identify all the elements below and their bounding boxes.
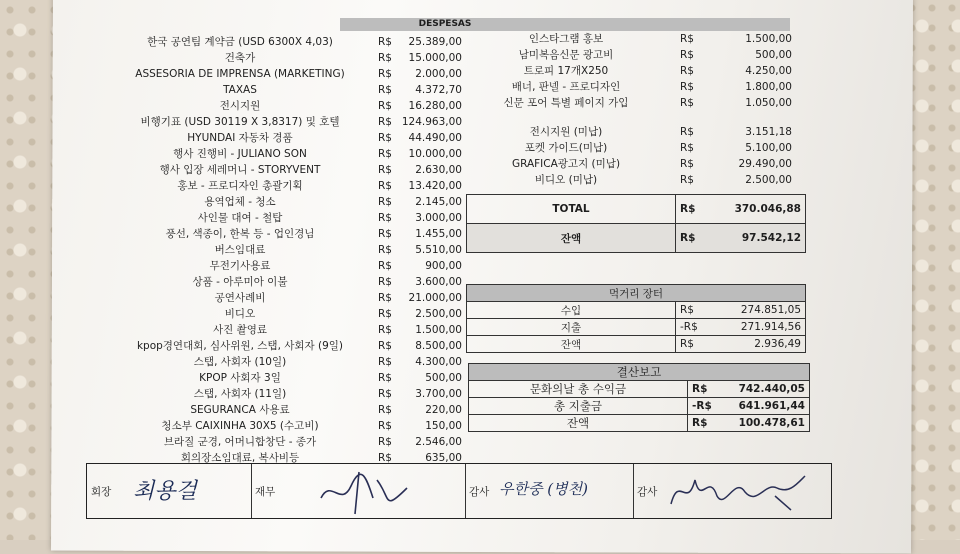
auditor1-label: 감사	[469, 486, 490, 498]
table-row: 잔액 R$ 100.478,61	[469, 415, 810, 432]
settlement-title: 결산보고	[469, 364, 810, 381]
finance-signature	[311, 468, 421, 516]
balance-amount: 97.542,12	[714, 224, 806, 253]
balance-label: 잔액	[467, 224, 676, 253]
sign-cell-finance	[251, 464, 466, 518]
signature-box	[86, 463, 832, 519]
balance-currency: R$	[676, 224, 715, 253]
total-label: TOTAL	[467, 195, 676, 224]
table-row: 지출 -R$ 271.914,56	[467, 319, 806, 336]
settlement-table	[468, 363, 810, 432]
despesas-header: DESPESAS	[340, 18, 790, 31]
total-box	[466, 194, 806, 253]
auditor2-signature	[665, 466, 815, 516]
finance-label: 재무	[255, 486, 276, 498]
auditor2-label: 감사	[637, 486, 658, 498]
sign-cell-auditor2	[633, 464, 829, 518]
table-row: 잔액 R$ 2.936,49	[467, 336, 806, 353]
total-amount: 370.046,88	[714, 195, 806, 224]
food-market-table	[466, 284, 806, 353]
president-signature: 최용걸	[133, 479, 197, 504]
table-row: 수입 R$ 274.851,05	[467, 302, 806, 319]
sign-cell-president	[87, 464, 252, 518]
total-currency: R$	[676, 195, 715, 224]
expense-report-document: DESPESAS 한국 공연팀 계약금 (USD 6300X 4,03) R$ 25.389,00 건축가 R$ 15.000,00 ASSESORIA DE IMPRENSA (MARKETING) R$ 2.000,00 TAXAS R$ 4.372,70 전시지원 R$ 16.280,00 비행기표 (USD 30119 X 3,8317) 및 호텔 R$ 124.963,00 HYUNDAI 자동차 경품 R$ 44.490,00 행사 진행비 - JULIANO SON R$ 10.000,00 행사 입장 세레머니 - STORYVENT R$ 2.630,00 홍보 - 프로디자인 총괄기획 R$ 13.420,00 용역업체 - 청소 R$ 2.145,00 사인물 대여 - 철탑 R$ 3.000,00 풍선, 색종이, 한복 등 - 업인경님 R$ 1.455,00 버스임대료 R$ 5.510,00 무전기사용료 R$ 900,00 상품 - 아루미아 이불 R$ 3.600,00 공연사례비 R$ 21.000,00 비디오 R$ 2.500,00 사진 촬영료 R$ 1.500,00 kpop경연대회, 심사위원, 스탭, 사회자 (9일) R$ 8.500,00 스탭, 사회자 (10일) R$ 4.300,00 KPOP 사회자 3일 R$ 500,00 스탭, 사회자 (11일) R$ 3.700,00 SEGURANCA 사용료 R$ 220,00 청소부 CAIXINHA 30X5 (수고비) R$ 150,00 브라질 군경, 어머니합창단 - 종가 R$ 2.546,00 회의장소임대료, 복사비등 R$ 635,00 인스타그램 홍보 R$ 1.500,00 남미복음신문 광고비 R$ 500,00 트로피 17개X250 R$ 4.250,00 배너, 판넬 - 프로디자인 R$ 1.800,00 신문 포어 특별 페이지 가입 R$ 1.050,00 전시지원 (미납) R$ 3.151,18 포켓 가이드(미납) R$ 5.100,00 GRAFICA광고지 (미납) R$ 29.490,00 비디오 (미납) R$ 2.500,00 TOTAL R$ 370.046,88 잔액 R$ 97.542,12 먹거리 장터 수입 R$ 274.851,05 지출 -R$ 271.914,56 잔액 R$ 2.936,49 결산보고 문화의날 총 수익금 R$ 742.440,05 총 지출금 -R$ 641.961,44 잔액 R$ 100.478,61 회장 최용걸 재무 감사 우한중 (병천) 감사	[0, 0, 960, 540]
table-row: 문화의날 총 수익금 R$ 742.440,05	[469, 381, 810, 398]
table-row: 총 지출금 -R$ 641.961,44	[469, 398, 810, 415]
auditor1-signature: 우한중 (병천)	[499, 480, 588, 498]
sign-cell-auditor1	[465, 464, 634, 518]
president-label: 회장	[91, 486, 112, 498]
food-market-title: 먹거리 장터	[467, 285, 806, 302]
